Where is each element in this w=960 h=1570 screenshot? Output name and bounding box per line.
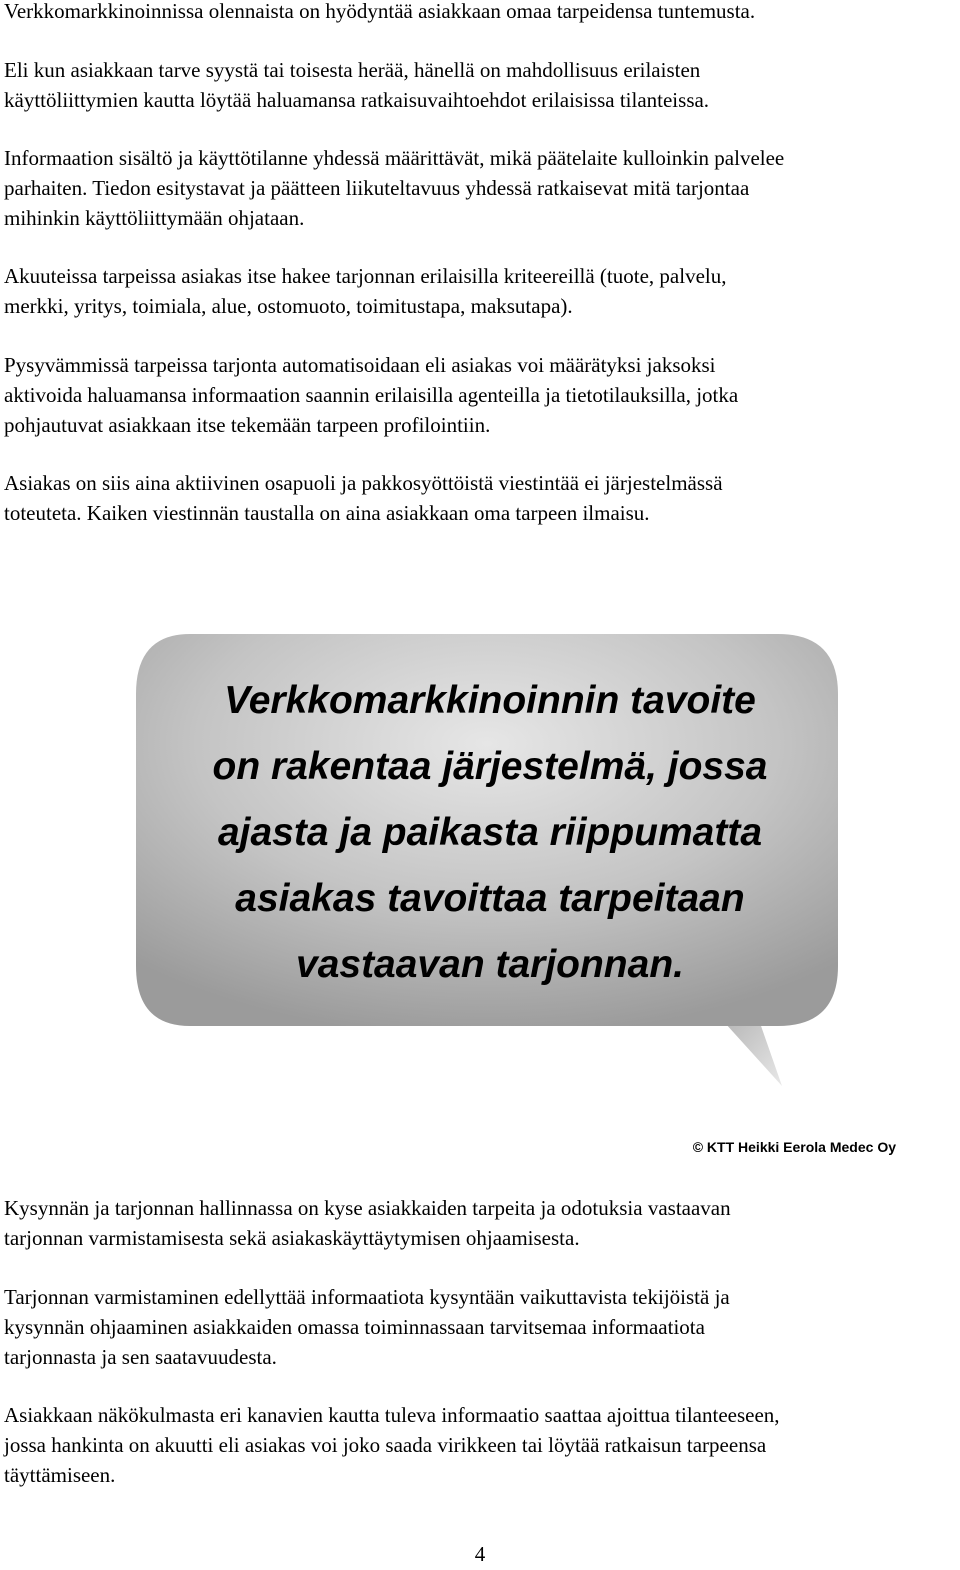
text-line: toteuteta. Kaiken viestinnän taustalla on aina asiakkaan oma tarpeen ilmaisu. xyxy=(4,501,650,525)
text-line: merkki, yritys, toimiala, alue, ostomuoto, toimitustapa, maksutapa). xyxy=(4,294,573,318)
text-line: Tarjonnan varmistaminen edellyttää informaatiota kysyntään vaikuttavista tekijöistä ja xyxy=(4,1285,730,1309)
callout-line: Verkkomarkkinoinnin tavoite xyxy=(224,679,756,722)
text-line: jossa hankinta on akuutti eli asiakas voi joko saada virikkeen tai löytää ratkaisun tarpeensa xyxy=(4,1433,767,1457)
paragraph-7 xyxy=(4,1193,958,1253)
bubble-tail xyxy=(725,1023,782,1086)
paragraph-3 xyxy=(4,143,958,233)
text-line: Eli kun asiakkaan tarve syystä tai toisesta herää, hänellä on mahdollisuus erilaisten xyxy=(4,58,701,82)
paragraph-6 xyxy=(4,468,958,528)
text-line: pohjautuvat asiakkaan itse tekemään tarpeen profilointiin. xyxy=(4,413,491,437)
callout-line: on rakentaa järjestelmä, jossa xyxy=(212,745,768,788)
text-line: käyttöliittymien kautta löytää haluamansa ratkaisuvaihtoehdot erilaisissa tilanteissa. xyxy=(4,88,710,112)
copyright-notice: © KTT Heikki Eerola Medec Oy xyxy=(692,1139,896,1155)
callout-line: asiakas tavoittaa tarpeitaan xyxy=(235,877,745,920)
paragraph-8 xyxy=(4,1282,958,1372)
text-line: aktivoida haluamansa informaation saannin erilaisilla agenteilla ja tietotilauksilla, jotka xyxy=(4,383,739,407)
text-line: Informaation sisältö ja käyttötilanne yhdessä määrittävät, mikä päätelaite kulloinkin palvelee xyxy=(4,146,785,170)
paragraph-1 xyxy=(4,0,958,26)
text-line: Verkkomarkkinoinnissa olennaista on hyödyntää asiakkaan omaa tarpeidensa tuntemusta. xyxy=(4,0,756,23)
paragraph-5 xyxy=(4,350,958,440)
callout-bubble xyxy=(130,628,850,1098)
text-line: mihinkin käyttöliittymään ohjataan. xyxy=(4,206,305,230)
text-line: kysynnän ohjaaminen asiakkaiden omassa toiminnassaan tarvitsemaa informaatiota xyxy=(4,1315,705,1339)
paragraph-4 xyxy=(4,261,958,321)
paragraph-9 xyxy=(4,1400,958,1490)
paragraph-2 xyxy=(4,55,958,115)
text-line: Asiakas on siis aina aktiivinen osapuoli ja pakkosyöttöistä viestintää ei järjestelmässä xyxy=(4,471,723,495)
text-line: Asiakkaan näkökulmasta eri kanavien kautta tuleva informaatio saattaa ajoittua tilanteeseen, xyxy=(4,1403,780,1427)
callout-line: vastaavan tarjonnan. xyxy=(296,943,684,986)
text-line: tarjonnan varmistamisesta sekä asiakaskäyttäytymisen ohjaamisesta. xyxy=(4,1226,580,1250)
text-line: Kysynnän ja tarjonnan hallinnassa on kyse asiakkaiden tarpeita ja odotuksia vastaavan xyxy=(4,1196,731,1220)
callout-line: ajasta ja paikasta riippumatta xyxy=(217,811,763,854)
text-line: Akuuteissa tarpeissa asiakas itse hakee tarjonnan erilaisilla kriteereillä (tuote, palvelu, xyxy=(4,264,727,288)
text-line: tarjonnasta ja sen saatavuudesta. xyxy=(4,1345,277,1369)
page-number: 4 xyxy=(474,1542,486,1566)
text-line: täyttämiseen. xyxy=(4,1463,116,1487)
text-line: parhaiten. Tiedon esitystavat ja päätteen liikuteltavuus yhdessä ratkaisevat mitä tarjontaa xyxy=(4,176,750,200)
callout-text xyxy=(130,668,850,998)
text-line: Pysyvämmissä tarpeissa tarjonta automatisoidaan eli asiakas voi määrätyksi jaksoksi xyxy=(4,353,716,377)
